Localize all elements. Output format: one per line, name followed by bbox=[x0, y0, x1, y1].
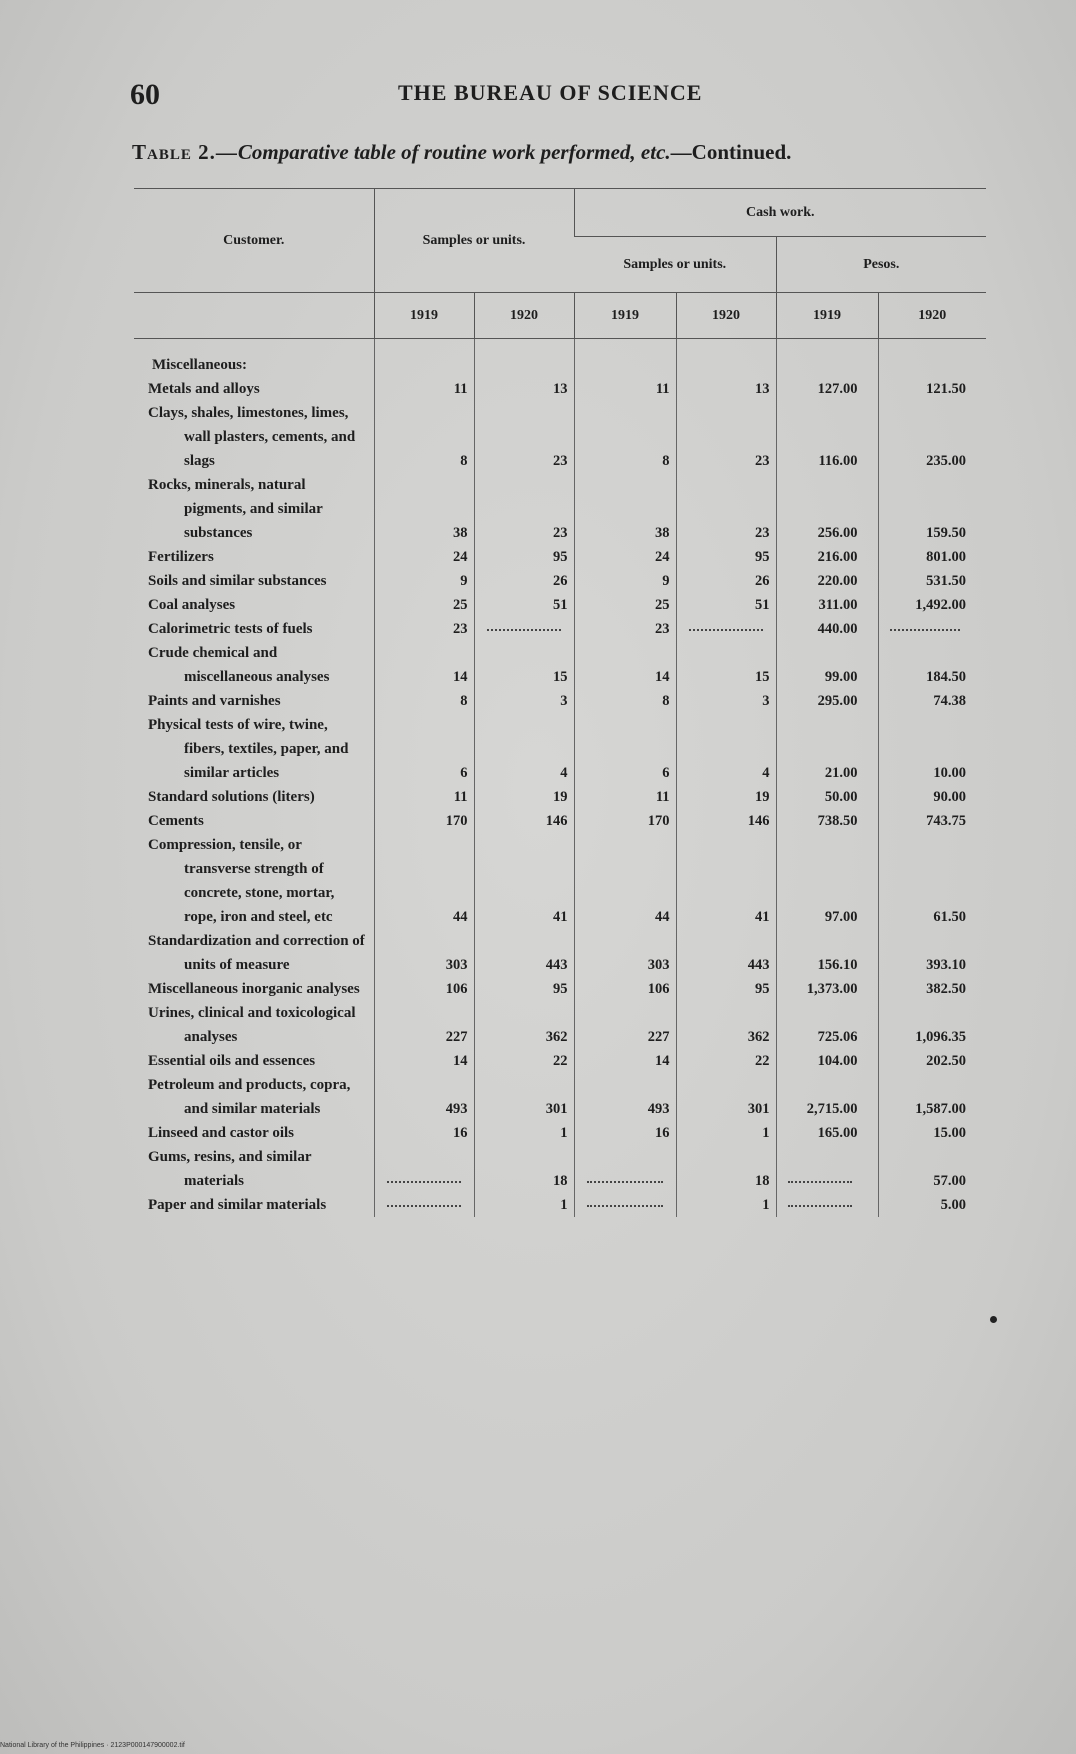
customer-cell bbox=[134, 473, 374, 545]
table-row bbox=[134, 689, 986, 713]
customer-label: Physical tests of wire, twine, fibers, textiles, paper, and similar articles bbox=[148, 717, 349, 781]
value-cell-c1920: 443 bbox=[676, 929, 776, 977]
value-cell-c1919: 11 bbox=[574, 785, 676, 809]
value-cell-p1919: 220.00 bbox=[776, 569, 878, 593]
value-cell-s1919: 24 bbox=[374, 545, 474, 569]
value-cell-s1920: 26 bbox=[474, 569, 574, 593]
value-cell-s1919: 16 bbox=[374, 1121, 474, 1145]
customer-label: Crude chemical and miscellaneous analyses bbox=[148, 645, 330, 685]
value-cell-p1920: 235.00 bbox=[878, 401, 986, 473]
empty-leader bbox=[689, 628, 764, 631]
customer-cell bbox=[134, 713, 374, 785]
customer-cell bbox=[134, 833, 374, 929]
value-cell-p1919 bbox=[776, 1145, 878, 1193]
header-samples-or-units: Samples or units. bbox=[374, 189, 574, 293]
value-cell-s1920 bbox=[474, 617, 574, 641]
value-cell-p1920: 90.00 bbox=[878, 785, 986, 809]
value-cell-c1920: 95 bbox=[676, 545, 776, 569]
value-cell-p1920: 743.75 bbox=[878, 809, 986, 833]
value-cell-s1919: 11 bbox=[374, 785, 474, 809]
value-cell-s1920: 23 bbox=[474, 473, 574, 545]
customer-label: Linseed and castor oils bbox=[148, 1125, 294, 1141]
value-cell-c1920: 4 bbox=[676, 713, 776, 785]
value-cell-p1920: 1,587.00 bbox=[878, 1073, 986, 1121]
header-year: 1920 bbox=[676, 293, 776, 339]
value-cell-p1920: 184.50 bbox=[878, 641, 986, 689]
value-cell-s1919: 227 bbox=[374, 1001, 474, 1049]
value-cell-c1919: 14 bbox=[574, 1049, 676, 1073]
customer-label: Essential oils and essences bbox=[148, 1053, 316, 1069]
customer-label: Coal analyses bbox=[148, 597, 236, 613]
value-cell-c1919: 8 bbox=[574, 689, 676, 713]
table-row bbox=[134, 1193, 986, 1217]
value-cell-p1920: 15.00 bbox=[878, 1121, 986, 1145]
value-cell-c1920: 23 bbox=[676, 401, 776, 473]
header-cash-work: Cash work. bbox=[574, 189, 986, 237]
value-cell-s1919: 6 bbox=[374, 713, 474, 785]
value-cell-p1919: 1,373.00 bbox=[776, 977, 878, 1001]
value-cell-p1920: 121.50 bbox=[878, 377, 986, 401]
value-cell-c1920: 1 bbox=[676, 1121, 776, 1145]
value-cell-c1919: 8 bbox=[574, 401, 676, 473]
value-cell-s1919 bbox=[374, 1145, 474, 1193]
value-cell-s1920: 41 bbox=[474, 833, 574, 929]
customer-label: Rocks, minerals, natural pigments, and similar substances bbox=[148, 477, 323, 541]
value-cell-c1919: 14 bbox=[574, 641, 676, 689]
customer-label: Cements bbox=[148, 813, 204, 829]
value-cell-c1919: 24 bbox=[574, 545, 676, 569]
customer-cell bbox=[134, 545, 374, 569]
value-cell-s1919: 25 bbox=[374, 593, 474, 617]
value-cell-c1920: 15 bbox=[676, 641, 776, 689]
value-cell-s1919: 170 bbox=[374, 809, 474, 833]
customer-label: Miscellaneous inorganic analyses bbox=[148, 981, 360, 997]
table-row bbox=[134, 617, 986, 641]
value-cell-c1919 bbox=[574, 1145, 676, 1193]
table-row bbox=[134, 593, 986, 617]
value-cell-p1920: 159.50 bbox=[878, 473, 986, 545]
value-cell-p1920: 10.00 bbox=[878, 713, 986, 785]
value-cell-s1920: 18 bbox=[474, 1145, 574, 1193]
customer-label: Standardization and correction of units of measure bbox=[148, 933, 365, 973]
header-cash-samples: Samples or units. bbox=[574, 237, 776, 293]
value-cell-s1919: 11 bbox=[374, 377, 474, 401]
value-cell-c1920: 1 bbox=[676, 1193, 776, 1217]
ink-spot bbox=[990, 1316, 997, 1323]
value-cell-c1920: 95 bbox=[676, 977, 776, 1001]
table-row bbox=[134, 1073, 986, 1121]
value-cell-s1920: 4 bbox=[474, 713, 574, 785]
empty-leader bbox=[387, 1204, 462, 1207]
value-cell-s1919: 14 bbox=[374, 1049, 474, 1073]
value-cell-p1919: 99.00 bbox=[776, 641, 878, 689]
header-year: 1919 bbox=[374, 293, 474, 339]
value-cell-p1919: 116.00 bbox=[776, 401, 878, 473]
value-cell-c1920: 18 bbox=[676, 1145, 776, 1193]
value-cell-p1919: 256.00 bbox=[776, 473, 878, 545]
customer-label: Standard solutions (liters) bbox=[148, 789, 315, 805]
header-year: 1920 bbox=[878, 293, 986, 339]
value-cell-p1919: 295.00 bbox=[776, 689, 878, 713]
customer-cell bbox=[134, 641, 374, 689]
customer-cell bbox=[134, 1073, 374, 1121]
customer-cell bbox=[134, 1193, 374, 1217]
value-cell-c1920: 146 bbox=[676, 809, 776, 833]
value-cell-c1920: 23 bbox=[676, 473, 776, 545]
routine-work-table bbox=[134, 188, 986, 1217]
value-cell-s1919: 303 bbox=[374, 929, 474, 977]
value-cell-c1920: 362 bbox=[676, 1001, 776, 1049]
value-cell-s1920: 22 bbox=[474, 1049, 574, 1073]
value-cell-c1920: 13 bbox=[676, 377, 776, 401]
table-row bbox=[134, 401, 986, 473]
value-cell-s1920: 443 bbox=[474, 929, 574, 977]
table-row bbox=[134, 833, 986, 929]
customer-cell bbox=[134, 1001, 374, 1049]
value-cell-p1919: 311.00 bbox=[776, 593, 878, 617]
value-cell-c1919: 6 bbox=[574, 713, 676, 785]
value-cell-s1919: 38 bbox=[374, 473, 474, 545]
value-cell-c1919: 25 bbox=[574, 593, 676, 617]
customer-cell bbox=[134, 1121, 374, 1145]
value-cell-c1920: 19 bbox=[676, 785, 776, 809]
value-cell-s1919: 8 bbox=[374, 689, 474, 713]
value-cell-c1919: 9 bbox=[574, 569, 676, 593]
value-cell-s1920: 51 bbox=[474, 593, 574, 617]
value-cell-p1919: 725.06 bbox=[776, 1001, 878, 1049]
value-cell-p1919: 2,715.00 bbox=[776, 1073, 878, 1121]
value-cell-p1920: 57.00 bbox=[878, 1145, 986, 1193]
value-cell-c1920: 3 bbox=[676, 689, 776, 713]
empty-leader bbox=[788, 1204, 853, 1207]
value-cell-c1920: 22 bbox=[676, 1049, 776, 1073]
customer-cell bbox=[134, 809, 374, 833]
value-cell-p1920: 531.50 bbox=[878, 569, 986, 593]
customer-cell bbox=[134, 1049, 374, 1073]
customer-label: Paper and similar materials bbox=[148, 1197, 327, 1213]
table-row bbox=[134, 1121, 986, 1145]
table-row bbox=[134, 785, 986, 809]
value-cell-s1920: 15 bbox=[474, 641, 574, 689]
customer-label: Compression, tensile, or transverse strength of concrete, stone, mortar, rope, iron and steel, etc bbox=[148, 837, 335, 925]
empty-leader bbox=[587, 1180, 664, 1183]
table-row bbox=[134, 929, 986, 977]
customer-label: Petroleum and products, copra, and similar materials bbox=[148, 1077, 351, 1117]
value-cell-c1919: 493 bbox=[574, 1073, 676, 1121]
customer-label: Urines, clinical and toxicological analyses bbox=[148, 1005, 356, 1045]
value-cell-s1919: 493 bbox=[374, 1073, 474, 1121]
header-year: 1919 bbox=[574, 293, 676, 339]
value-cell-s1920: 23 bbox=[474, 401, 574, 473]
table-row bbox=[134, 977, 986, 1001]
value-cell-p1920: 801.00 bbox=[878, 545, 986, 569]
empty-leader bbox=[890, 628, 960, 631]
customer-label: Gums, resins, and similar materials bbox=[148, 1149, 312, 1189]
value-cell-p1919: 165.00 bbox=[776, 1121, 878, 1145]
value-cell-c1919: 16 bbox=[574, 1121, 676, 1145]
value-cell-c1920: 301 bbox=[676, 1073, 776, 1121]
page-number: 60 bbox=[130, 78, 160, 111]
empty-leader bbox=[487, 628, 562, 631]
value-cell-s1919: 9 bbox=[374, 569, 474, 593]
value-cell-s1920: 95 bbox=[474, 545, 574, 569]
value-cell-s1919: 106 bbox=[374, 977, 474, 1001]
table-row bbox=[134, 641, 986, 689]
customer-label: Clays, shales, limestones, limes, wall plasters, cements, and slags bbox=[148, 405, 356, 469]
table-row bbox=[134, 1145, 986, 1193]
empty-leader bbox=[587, 1204, 664, 1207]
customer-label: Fertilizers bbox=[148, 549, 214, 565]
value-cell-s1920: 3 bbox=[474, 689, 574, 713]
value-cell-p1919: 50.00 bbox=[776, 785, 878, 809]
table-row bbox=[134, 545, 986, 569]
value-cell-c1919: 38 bbox=[574, 473, 676, 545]
value-cell-c1920: 51 bbox=[676, 593, 776, 617]
value-cell-c1919: 23 bbox=[574, 617, 676, 641]
value-cell-p1920: 382.50 bbox=[878, 977, 986, 1001]
value-cell-c1920: 41 bbox=[676, 833, 776, 929]
value-cell-c1919: 106 bbox=[574, 977, 676, 1001]
customer-cell bbox=[134, 377, 374, 401]
caption-title: Comparative table of routine work performed, etc. bbox=[237, 140, 671, 164]
value-cell-s1920: 1 bbox=[474, 1121, 574, 1145]
value-cell-c1919: 303 bbox=[574, 929, 676, 977]
table-row bbox=[134, 377, 986, 401]
customer-cell bbox=[134, 593, 374, 617]
value-cell-c1919: 44 bbox=[574, 833, 676, 929]
value-cell-p1919: 156.10 bbox=[776, 929, 878, 977]
value-cell-c1919: 11 bbox=[574, 377, 676, 401]
value-cell-p1920: 1,492.00 bbox=[878, 593, 986, 617]
value-cell-c1920 bbox=[676, 617, 776, 641]
table-caption bbox=[132, 140, 992, 165]
empty-leader bbox=[387, 1180, 462, 1183]
table-row bbox=[134, 1001, 986, 1049]
running-head: THE BUREAU OF SCIENCE bbox=[398, 80, 703, 105]
table-row bbox=[134, 1049, 986, 1073]
value-cell-s1920: 19 bbox=[474, 785, 574, 809]
value-cell-p1920: 61.50 bbox=[878, 833, 986, 929]
value-cell-c1920: 26 bbox=[676, 569, 776, 593]
customer-label: Paints and varnishes bbox=[148, 693, 281, 709]
value-cell-p1919: 440.00 bbox=[776, 617, 878, 641]
value-cell-p1919: 21.00 bbox=[776, 713, 878, 785]
value-cell-s1919: 44 bbox=[374, 833, 474, 929]
customer-cell bbox=[134, 1145, 374, 1193]
table-row bbox=[134, 809, 986, 833]
value-cell-p1920: 202.50 bbox=[878, 1049, 986, 1073]
value-cell-s1919: 8 bbox=[374, 401, 474, 473]
customer-cell bbox=[134, 569, 374, 593]
value-cell-p1919: 216.00 bbox=[776, 545, 878, 569]
header-year: 1920 bbox=[474, 293, 574, 339]
value-cell-s1920: 146 bbox=[474, 809, 574, 833]
customer-label: Calorimetric tests of fuels bbox=[148, 621, 313, 637]
value-cell-c1919: 227 bbox=[574, 1001, 676, 1049]
scan-footer: National Library of the Philippines · 2123P000147900002.tif bbox=[0, 1742, 185, 1749]
customer-cell bbox=[134, 617, 374, 641]
customer-cell bbox=[134, 929, 374, 977]
header-year: 1919 bbox=[776, 293, 878, 339]
value-cell-p1919: 127.00 bbox=[776, 377, 878, 401]
value-cell-s1920: 362 bbox=[474, 1001, 574, 1049]
value-cell-p1920: 393.10 bbox=[878, 929, 986, 977]
value-cell-s1919: 23 bbox=[374, 617, 474, 641]
value-cell-p1920: 74.38 bbox=[878, 689, 986, 713]
customer-cell bbox=[134, 977, 374, 1001]
header-pesos: Pesos. bbox=[776, 237, 986, 293]
customer-cell bbox=[134, 689, 374, 713]
value-cell-p1919 bbox=[776, 1193, 878, 1217]
caption-label: Table 2.— bbox=[132, 140, 238, 164]
caption-continued: —Continued. bbox=[670, 140, 792, 164]
customer-label: Metals and alloys bbox=[148, 381, 260, 397]
value-cell-p1920 bbox=[878, 617, 986, 641]
value-cell-s1919 bbox=[374, 1193, 474, 1217]
value-cell-c1919 bbox=[574, 1193, 676, 1217]
customer-cell bbox=[134, 785, 374, 809]
value-cell-s1920: 1 bbox=[474, 1193, 574, 1217]
value-cell-p1920: 1,096.35 bbox=[878, 1001, 986, 1049]
value-cell-p1919: 738.50 bbox=[776, 809, 878, 833]
value-cell-s1919: 14 bbox=[374, 641, 474, 689]
section-label: Miscellaneous: bbox=[152, 357, 247, 373]
table-row bbox=[134, 713, 986, 785]
value-cell-c1919: 170 bbox=[574, 809, 676, 833]
empty-leader bbox=[788, 1180, 853, 1183]
customer-label: Soils and similar substances bbox=[148, 573, 327, 589]
value-cell-s1920: 95 bbox=[474, 977, 574, 1001]
value-cell-p1919: 104.00 bbox=[776, 1049, 878, 1073]
table-row bbox=[134, 569, 986, 593]
value-cell-s1920: 301 bbox=[474, 1073, 574, 1121]
header-customer: Customer. bbox=[134, 189, 374, 293]
header-blank bbox=[134, 293, 374, 339]
table-row bbox=[134, 473, 986, 545]
value-cell-p1919: 97.00 bbox=[776, 833, 878, 929]
value-cell-s1920: 13 bbox=[474, 377, 574, 401]
customer-cell bbox=[134, 401, 374, 473]
value-cell-p1920: 5.00 bbox=[878, 1193, 986, 1217]
